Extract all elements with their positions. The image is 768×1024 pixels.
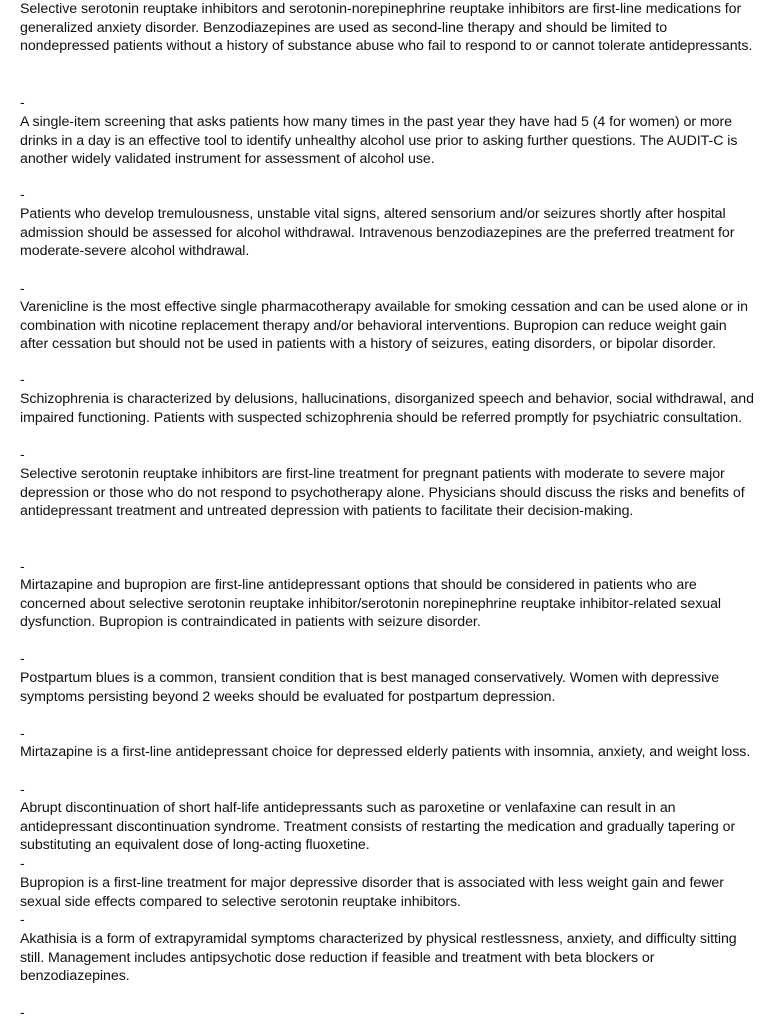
separator-dash: - (20, 281, 25, 297)
separator-dash: - (20, 447, 25, 463)
paragraph-schizophrenia: Schizophrenia is characterized by delusions, hallucinations, disorganized speech and behavior, social withdrawal, and impaired functioning. Patients with suspected schizophrenia should be referred promptly for psychiatric consultation. (20, 391, 754, 426)
separator-dash: - (20, 782, 25, 798)
separator-dash: - (20, 372, 25, 388)
paragraph-alcohol-screening: A single-item screening that asks patients how many times in the past year they have had 5 (4 for women) or more drinks in a day is an effective tool to identify unhealthy alcohol use prior to asking further questions. The AUDIT-C is another widely validated instrument for assessment of alcohol use. (20, 114, 738, 168)
paragraph-postpartum-blues: Postpartum blues is a common, transient condition that is best managed conservatively. Women with depressive symptoms persisting beyond 2 weeks should be evaluated for postpartum depression. (20, 670, 720, 705)
paragraph-akathisia: Akathisia is a form of extrapyramidal symptoms characterized by physical restlessness, anxiety, and difficulty sitting still. Management includes antipsychotic dose reduction if feasible and treatment with beta blockers or benzodiazepines. (20, 931, 737, 985)
separator-dash: - (20, 559, 25, 575)
paragraph-discontinuation-syndrome: Abrupt discontinuation of short half-life antidepressants such as paroxetine or venlafaxine can result in an antidepressant discontinuation syndrome. Treatment consists of restarting the medication and gradually tapering or substituting an equivalent dose of long-acting fluoxetine. (20, 800, 736, 854)
separator-dash: - (20, 95, 25, 111)
separator-dash: - (20, 726, 25, 742)
separator-dash: - (20, 912, 25, 928)
paragraph-sexual-dysfunction: Mirtazapine and bupropion are first-line antidepressant options that should be considered in patients who are concerned about selective serotonin reuptake inhibitor/serotonin norepinephrine reuptake inhibitor-related sexual dysfunction. Bupropion is contraindicated in patients with seizure disorder. (20, 577, 722, 631)
paragraph-gad-treatment: Selective serotonin reuptake inhibitors and serotonin-norepinephrine reuptake inhibitors are first-line medications for generalized anxiety disorder. Benzodiazepines are used as second-line therapy and should be limited to nondepressed patients without a history of substance abuse who fail to respond to or cannot tolerate antidepressants. (20, 1, 753, 55)
separator-dash: - (20, 651, 25, 667)
separator-dash: - (20, 187, 25, 203)
paragraph-pregnancy-depression: Selective serotonin reuptake inhibitors are first-line treatment for pregnant patients with moderate to severe major depression or those who do not respond to psychotherapy alone. Physicians should discuss the risks and benefits of antidepressant treatment and untreated depression with patients to facilitate their decision-making. (20, 466, 745, 520)
separator-dash: - (20, 1005, 25, 1021)
separator-dash: - (20, 856, 25, 872)
paragraph-bupropion: Bupropion is a first-line treatment for major depressive disorder that is associated with less weight gain and fewer sexual side effects compared to selective serotonin reuptake inhibitors. (20, 875, 724, 910)
paragraph-smoking-cessation: Varenicline is the most effective single pharmacotherapy available for smoking cessation and can be used alone or in combination with nicotine replacement therapy and/or behavioral interventions. Bupropion can reduce weight gain after cessation but should not be used in patients with a history of seizures, eating disorders, or bipolar disorder. (20, 299, 748, 353)
paragraph-mirtazapine-elderly: Mirtazapine is a first-line antidepressant choice for depressed elderly patients with insomnia, anxiety, and weight loss. (20, 744, 751, 760)
paragraph-alcohol-withdrawal: Patients who develop tremulousness, unstable vital signs, altered sensorium and/or seizures shortly after hospital admission should be assessed for alcohol withdrawal. Intravenous benzodiazepines are the preferred treatment for moderate-severe alcohol withdrawal. (20, 206, 735, 260)
